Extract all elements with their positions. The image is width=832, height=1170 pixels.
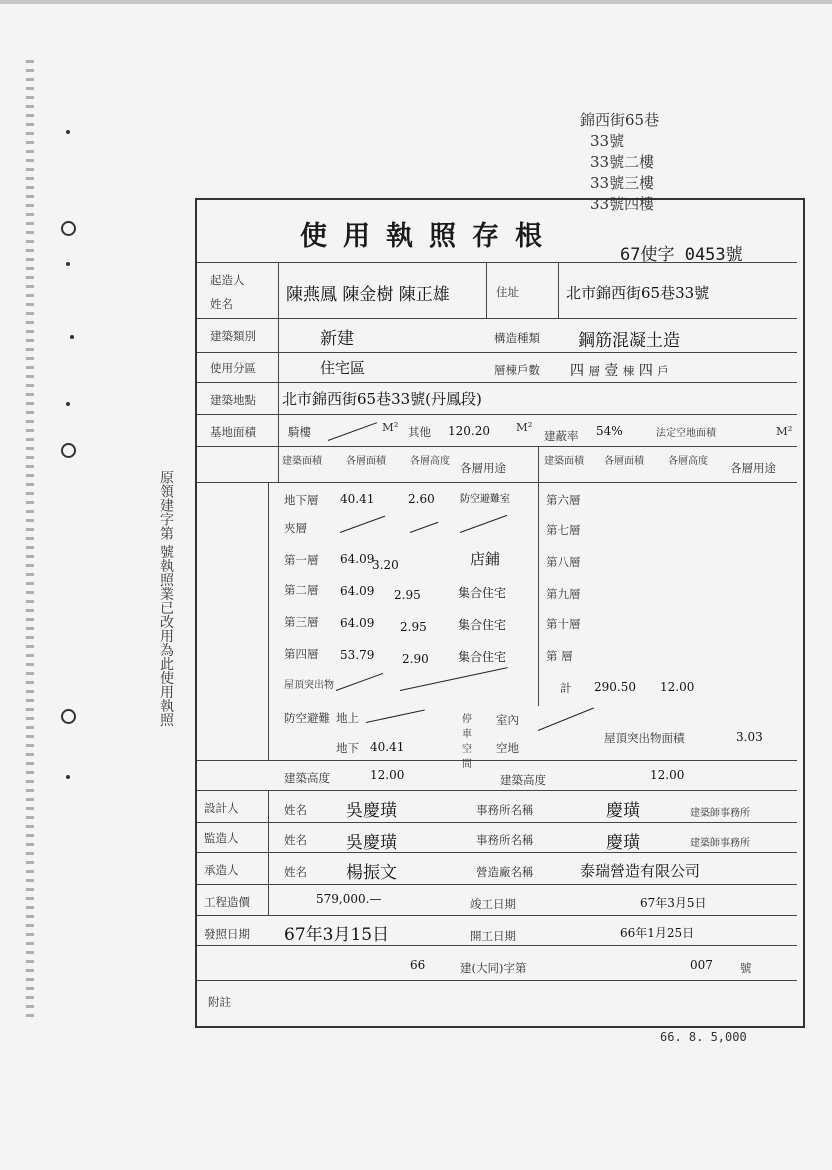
- owner-label: 起造人: [210, 273, 245, 287]
- units-count: 四: [638, 363, 653, 379]
- parking-indoor: 室內: [496, 713, 519, 727]
- col-floor-area: 各層面積: [346, 456, 386, 467]
- floor-name-right: 第九層: [546, 587, 581, 601]
- scan-left-edge: [26, 60, 34, 1020]
- supervisor-name-label: 姓名: [284, 833, 307, 847]
- building-height-value: 12.00: [370, 768, 405, 782]
- buildings-count: 壹: [604, 363, 619, 379]
- floor-use: 店鋪: [470, 550, 501, 568]
- rooftop-area-label: 屋頂突出物面積: [604, 731, 685, 745]
- punch-dot: [66, 402, 70, 406]
- coverage-label: 建蔽率: [544, 429, 579, 443]
- contractor-company-label: 營造廠名稱: [476, 865, 534, 879]
- stamp-line: 33號: [590, 132, 625, 150]
- col-floor-area-2: 各層面積: [604, 456, 644, 467]
- unit-m2: M²: [516, 420, 533, 434]
- unit-m2: M²: [776, 424, 793, 438]
- supervisor-office: 慶璜: [606, 833, 640, 853]
- floor-name-right: 第七層: [546, 523, 581, 537]
- designer-office: 慶璜: [606, 801, 640, 821]
- floor-area: 53.79: [340, 648, 375, 662]
- rule: [197, 822, 797, 823]
- structure-value: 鋼筋混凝土造: [578, 331, 680, 351]
- arcade-label: 騎樓: [288, 425, 311, 439]
- rule: [197, 352, 797, 353]
- supervisor-office-label: 事務所名稱: [476, 833, 534, 847]
- note-label: 附註: [208, 995, 231, 1009]
- permit-year: 66: [410, 958, 426, 972]
- designer-name-label: 姓名: [284, 803, 307, 817]
- floor-use: 集合住宅: [458, 618, 507, 632]
- owner-names: 陳燕鳳 陳金樹 陳正雄: [286, 285, 450, 305]
- supervisor-office-suffix: 建築師事務所: [690, 838, 750, 849]
- coverage-value: 54%: [596, 424, 623, 438]
- unit: 層: [588, 364, 600, 378]
- rule: [197, 262, 797, 263]
- designer-label: 設計人: [204, 801, 239, 815]
- contractor-label: 承造人: [204, 863, 239, 877]
- permit-suffix: 號: [740, 961, 752, 975]
- cost-value: 579,000.—: [316, 892, 382, 906]
- punch-hole: [61, 709, 76, 724]
- building-height-label: 建築高度: [284, 771, 330, 785]
- owner-address: 北市錦西街65巷33號: [566, 284, 710, 302]
- rule: [197, 884, 797, 885]
- col-building-area-2: 建築面積: [544, 456, 584, 467]
- supervisor-label: 監造人: [204, 831, 239, 845]
- rule: [197, 790, 797, 791]
- owner-name-label: 姓名: [210, 297, 233, 311]
- stamp-line: 錦西街65巷: [580, 111, 660, 129]
- floors-count: 四: [570, 363, 584, 379]
- col-floor-height: 各層高度: [410, 456, 450, 467]
- supervisor-name: 吳慶璜: [346, 833, 397, 853]
- households-label: 層棟戶數: [494, 363, 540, 377]
- rule: [197, 980, 797, 981]
- total-label: 計: [560, 681, 572, 695]
- floor-name-right: 第十層: [546, 617, 581, 631]
- floor-use: 集合住宅: [458, 650, 507, 664]
- designer-office-label: 事務所名稱: [476, 803, 534, 817]
- floor-name: 地下層: [284, 493, 319, 507]
- col-rule: [278, 262, 279, 482]
- floor-area: 64.09: [340, 584, 375, 598]
- floor-name-right: 第六層: [546, 493, 581, 507]
- permit-office: 建(大同)字第: [460, 961, 527, 975]
- shelter-value: 40.41: [370, 740, 405, 754]
- col-rule: [558, 262, 559, 318]
- punch-dot: [70, 335, 74, 339]
- building-height-label-2: 建築高度: [500, 773, 546, 787]
- floor-height: 3.20: [372, 558, 399, 572]
- building-type-label: 建築類別: [210, 329, 256, 343]
- rule: [197, 318, 797, 319]
- col-building-area: 建築面積: [282, 456, 322, 467]
- floor-name: 第三層: [284, 615, 319, 629]
- col-rule: [486, 262, 487, 318]
- designer-name: 吳慶璜: [346, 801, 397, 821]
- col-floor-use-2: 各層用途: [730, 461, 776, 475]
- unit: 戶: [657, 364, 669, 378]
- site-value: 北市錦西街65巷33號(丹鳳段): [282, 390, 482, 408]
- floor-name-right: 第八層: [546, 555, 581, 569]
- rule: [197, 382, 797, 383]
- floor-name: 屋頂突出物: [284, 680, 334, 691]
- form-title: 使用執照存根: [300, 221, 558, 252]
- floor-height: 2.90: [402, 652, 429, 666]
- col-rule: [538, 446, 539, 706]
- punch-dot: [66, 130, 70, 134]
- rule: [197, 915, 797, 916]
- floor-name: 第二層: [284, 583, 319, 597]
- floor-name-right: 第 層: [546, 649, 573, 663]
- floor-name: 第一層: [284, 553, 319, 567]
- rooftop-area-value: 3.03: [736, 730, 763, 744]
- stamp-line: 33號三樓: [590, 174, 655, 192]
- issue-label: 發照日期: [204, 927, 250, 941]
- scan-top-edge: [0, 0, 832, 4]
- other-area-value: 120.20: [448, 424, 490, 438]
- rule: [197, 852, 797, 853]
- floor-use: 集合住宅: [458, 586, 507, 600]
- shelter-label: 防空避難: [284, 711, 330, 725]
- shelter-below: 地下: [336, 741, 359, 755]
- use-zone-value: 住宅區: [320, 359, 366, 377]
- total-area: 290.50: [594, 680, 636, 694]
- site-label: 建築地點: [210, 393, 256, 407]
- households-value: [570, 360, 669, 380]
- permit-number: 007: [690, 958, 713, 972]
- structure-label: 構造種類: [494, 331, 540, 345]
- floor-height: 2.95: [400, 620, 427, 634]
- punch-hole: [61, 443, 76, 458]
- total-height: 12.00: [660, 680, 695, 694]
- start-label: 開工日期: [470, 929, 516, 943]
- shelter-above: 地上: [336, 711, 359, 725]
- unit: 棟: [622, 364, 635, 378]
- use-zone-label: 使用分區: [210, 361, 256, 375]
- start-date: 66年1月25日: [620, 926, 695, 940]
- parking-label: 停車空間: [462, 714, 472, 770]
- building-height-value-2: 12.00: [650, 768, 685, 782]
- address-label: 住址: [496, 285, 519, 299]
- punch-dot: [66, 775, 70, 779]
- col-rule: [268, 790, 269, 915]
- legal-open-label: 法定空地面積: [656, 428, 716, 439]
- punch-dot: [66, 262, 70, 266]
- issue-date: 67年3月15日: [284, 925, 390, 945]
- col-floor-use: 各層用途: [460, 461, 506, 475]
- floor-use: 防空避難室: [460, 494, 510, 505]
- floor-area: 40.41: [340, 492, 375, 506]
- completion-date: 67年3月5日: [640, 896, 707, 910]
- floor-name: 夾層: [284, 521, 307, 535]
- license-number: 67使字 0453號: [620, 245, 743, 265]
- floor-height: 2.60: [408, 492, 435, 506]
- rule: [197, 482, 797, 483]
- rule: [197, 945, 797, 946]
- rule: [197, 414, 797, 415]
- col-rule: [268, 482, 269, 760]
- floor-name: 第四層: [284, 647, 319, 661]
- other-label: 其他: [408, 425, 431, 439]
- side-note-text: 原領建字第 號執照業已改用為此使用執照: [158, 470, 174, 727]
- contractor-name-label: 姓名: [284, 865, 307, 879]
- completion-label: 竣工日期: [470, 897, 516, 911]
- punch-hole: [61, 221, 76, 236]
- floor-area: 64.09: [340, 552, 375, 566]
- floor-area: 64.09: [340, 616, 375, 630]
- unit-m2: M²: [382, 420, 399, 434]
- site-area-label: 基地面積: [210, 425, 256, 439]
- building-type-value: 新建: [320, 329, 354, 349]
- contractor-company: 泰瑞營造有限公司: [580, 862, 701, 880]
- stamp-line: 33號二樓: [590, 153, 655, 171]
- stamp-line: 33號四樓: [590, 195, 655, 213]
- print-footer: 66. 8. 5,000: [660, 1030, 747, 1044]
- col-floor-height-2: 各層高度: [668, 456, 708, 467]
- rule: [197, 760, 797, 761]
- designer-office-suffix: 建築師事務所: [690, 808, 750, 819]
- floor-height: 2.95: [394, 588, 421, 602]
- cost-label: 工程造價: [204, 895, 250, 909]
- rule: [197, 446, 797, 447]
- parking-open: 空地: [496, 741, 519, 755]
- contractor-name: 楊振文: [346, 863, 397, 883]
